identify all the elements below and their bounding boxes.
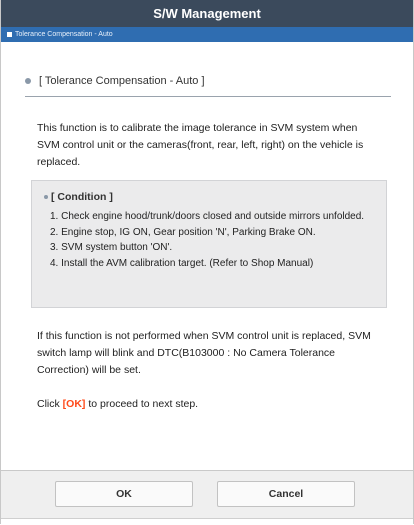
ok-button[interactable]: OK [55, 481, 193, 507]
window-title: S/W Management [153, 6, 261, 21]
warning-text: If this function is not performed when SVM control unit is replaced, SVM switch lamp will blink and DTC(B103000 : No Camera Tolerance Correction) will be set. [37, 330, 371, 376]
instruction-suffix: to proceed to next step. [85, 398, 199, 410]
bullet-icon [44, 195, 48, 199]
intro-text: This function is to calibrate the image tolerance in SVM system when SVM control unit or the cameras(front, rear, left, right) on the vehicle is replaced. [37, 122, 364, 168]
condition-title: [ Condition ] [51, 191, 113, 203]
instruction-text [37, 396, 383, 413]
condition-box [31, 180, 387, 308]
main-content [25, 72, 391, 410]
cancel-button[interactable]: Cancel [217, 481, 355, 507]
section-title: [ Tolerance Compensation - Auto ] [39, 75, 205, 87]
ok-highlight: [OK] [62, 398, 86, 410]
breadcrumb: Tolerance Compensation - Auto [15, 31, 113, 38]
title-bar [1, 0, 413, 27]
section-header [25, 72, 391, 97]
square-icon [7, 32, 12, 37]
condition-item: 2. Engine stop, IG ON, Gear position 'N', Parking Brake ON. [50, 226, 316, 238]
bullet-icon [25, 78, 31, 84]
condition-title-row [44, 191, 376, 203]
breadcrumb-bar [1, 27, 413, 42]
condition-item: 3. SVM system button 'ON'. [50, 242, 173, 253]
condition-item: 1. Check engine hood/trunk/doors closed and outside mirrors unfolded. [50, 211, 365, 222]
condition-item: 4. Install the AVM calibration target. (Refer to Shop Manual) [50, 257, 314, 269]
instruction-prefix: Click [37, 398, 63, 410]
button-bar [1, 470, 413, 519]
condition-list [44, 209, 376, 271]
